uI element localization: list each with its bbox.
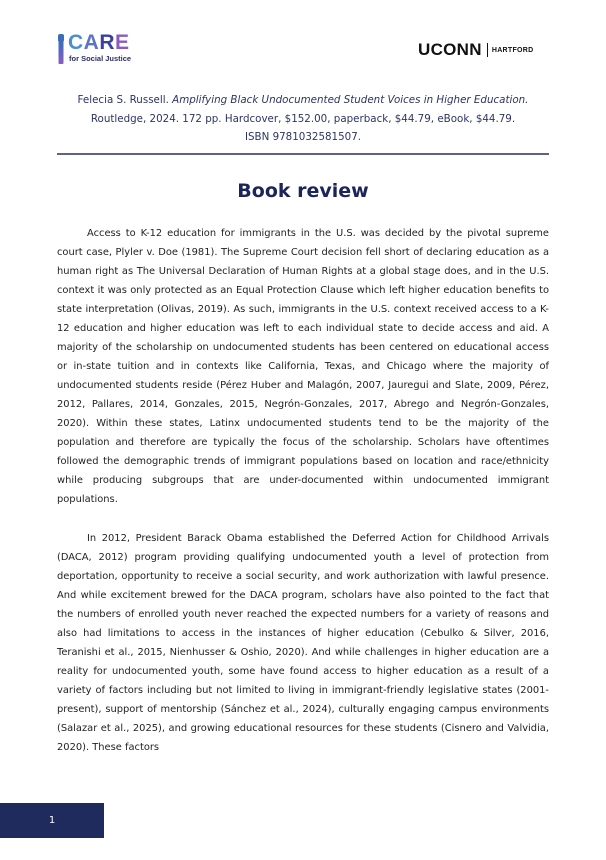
citation-publisher: Routledge, 2024. 172 pp. Hardcover, $152.00, paperback, $44.79, eBook, $44.79. — [90, 112, 516, 125]
paragraph: Access to K-12 education for immigrants in the U.S. was decided by the pivotal supreme court case, Plyler v. Doe (1981). The Supreme Court decision fell short of declaring education as a human right as The Universal Declaration of Human Rights at a global stage does, and in the U.S. context it was only protected as an Equal Protection Clause which left higher education benefits to state interpretation (Olivas, 2019). As such, immigrants in the U.S. context received access to a K-12 education and higher education was left to each individual state to decide access and aid. A majority of the scholarship on undocumented students has been centered on educational access or in-state tuition and in contexts like California, Texas, and Chicago where the majority of undocumented students reside (Pérez Huber and Malagón, 2007, Jauregui and Slate, 2009, Pérez, 2012, Pallares, 2014, Gonzales, 2015, Negrón-Gonzales, 2017, Abrego and Negrón-Gonzales, 2020). Within these states, Latinx undocumented students tend to be the majority of the population and therefore are typically the focus of the scholarship. Scholars have oftentimes followed the demographic trends of immigrant populations based on location and race/ethnicity while producing subgroups that are under-documented within undocumented immigrant populations. — [57, 228, 549, 505]
citation-book-title: Amplifying Black Undocumented Student Voices in Higher Education. — [172, 94, 529, 106]
citation-line-1 — [40, 91, 566, 110]
header-divider — [57, 153, 549, 155]
paragraph: In 2012, President Barack Obama established the Deferred Action for Childhood Arrivals (DACA, 2012) program providing qualifying undocumented youth a level of protection from deportation, opportunity to receive a social security, and work authorization with lawful presence. And while excitement brewed for the DACA program, scholars have also pointed to the fact that the numbers of enrolled youth never reached the expected numbers for a variety of reasons and also had limitations to access in the instances of higher education (Cebulko & Silver, 2016, Teranishi et al., 2015, Nienhusser & Oshio, 2020). And while challenges in higher education are a reality for undocumented youth, some have found access to higher education as a result of a variety of factors including but not limited to living in immigrant-friendly legislative states (2001-present), support of mentorship (Sánchez et al., 2024), culturally engaging campus environments (Salazar et al., 2025), and growing educational resources for these students (Cisnero and Valvidia, 2020). These factors — [57, 533, 549, 753]
page-number: 1 — [48, 815, 56, 826]
citation-isbn: ISBN 9781032581507. — [244, 131, 362, 143]
raised-fist-icon — [57, 34, 65, 64]
care-for-social-justice-logo — [57, 31, 137, 66]
uconn-hartford-logo — [418, 40, 534, 60]
page-number-tab — [0, 803, 104, 838]
page-title: Book review — [237, 180, 369, 202]
review-body — [57, 224, 549, 757]
care-wordmark: CARE — [68, 31, 130, 54]
citation-author: Felecia S. Russell. — [77, 94, 169, 106]
care-subtitle: for Social Justice — [69, 54, 132, 63]
uconn-wordmark: UCONN — [418, 40, 482, 59]
book-citation — [40, 91, 566, 147]
logo-divider — [487, 43, 488, 57]
campus-name: HARTFORD — [491, 46, 534, 54]
